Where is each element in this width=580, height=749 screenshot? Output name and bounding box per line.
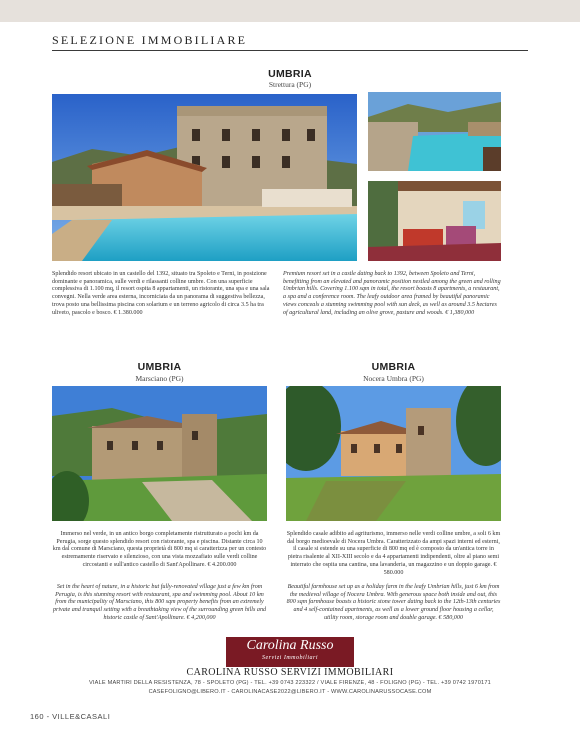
listing-1-text-it: Splendido resort ubicato in un castello del 1392, situato tra Spoleto e Terni, in posizione dominante e panoramica, sulle verdi e rilassanti colline umbre. Con una superficie complessiva di 1.100 mq, il resort ospita 8 appartamenti, un ristorante, una spa e una sala convegni. Nella verde area esterna, incorniciata da un panorama di suggestiva bellezza, trova posto una bellissima piscina con solarium e un terreno agricolo di circa 3.5 ha tra uliveto, pascolo e bosco. € 1.380.000: [52, 271, 270, 316]
listing-2-photo: [52, 386, 267, 521]
listing-1-interior-photo: [368, 181, 501, 261]
listing-2-text-it: Immerso nel verde, in un antico borgo completamente ristrutturato a pochi km da Perugia, sorge questo splendido resort con ristorante, spa e piscina. Distante circa 10 km dal comune di Marsciano, questa proprietà di 800 mq si caratterizza per un contesto estremamente riservato e silenzioso, con una vista mozzafiato sulle verdi colline circostanti e sull'antico castello di Sant'Apollinare. € 4.200.000: [52, 531, 267, 568]
listing-3-text-it: Splendido casale adibito ad agriturismo, immerso nelle verdi colline umbre, a soli 6 km dal borgo medioevale di Nocera Umbra. Caratterizzato da ampi spazi interni ed esterni, il casale si estende su una superficie di 800 mq ed è composto da un'antica torre in pietra risalente al XII-XIII secolo e da 4 appartamenti indipendenti, oltre al piano semi interrato che ospita una cantina, una lavanderia, un magazzino e un doppio garage. € 580.000: [286, 531, 501, 576]
agency-name: CAROLINA RUSSO SERVIZI IMMOBILIARI: [186, 667, 394, 678]
header-rule: [52, 50, 528, 51]
agency-address: VIALE MARTIRI DELLA RESISTENZA, 78 - SPOLETO (PG) - TEL. +39 0743 223322 / VIALE FIRENZE, 48 - FOLIGNO (PG) - TEL. +39 0742 1970171: [89, 680, 491, 686]
agency-logo-tagline: Servizi Immobiliari: [262, 655, 318, 661]
listing-1-region: UMBRIA: [268, 68, 312, 80]
listing-2-text-en: Set in the heart of nature, in a historic but fully-renovated village just a few km from Perugia, is this stunning resort with restaurant, spa and swimming pool. About 10 km from the municipality of Marsciano, this 800 sqm property benefits from an extremely private and tranquil setting with a breathtaking view of the surrounding green hills and historic castle of Sant'Apollinare. € 4,200,000: [52, 584, 267, 621]
listing-3-photo: [286, 386, 501, 521]
agency-logo-name: Carolina Russo: [246, 638, 334, 653]
listing-3-text-en: Beautiful farmhouse set up as a holiday farm in the leafy Umbrian hills, just 6 km from the medieval village of Nocera Umbra. With generous space both inside and out, this 800 sqm farmhouse boasts a historic stone tower dating back to the 12th-13th centuries and 4 self-contained apartments, as well as a lower ground floor housing a cellar, utility room, storage room and double garage. € 580,000: [286, 584, 501, 621]
listing-1-text-en: Premium resort set in a castle dating back to 1392, between Spoleto and Terni, benefitting from an elevated and panoramic position nestled among the green and rolling Umbrian hills. Covering 1.100 sqm in total, the resort boasts 8 apartments, a restaurant, a spa and a conference room. The leafy outdoor area framed by beautiful panoramic views conceals a stunning swimming pool with sun deck, as well as around 3.5 hectares of agricultural land, including an olive grove, pasture and woods. € 1,380,000: [283, 271, 501, 316]
listing-1-pool-photo: [368, 92, 501, 171]
listing-2-region: UMBRIA: [137, 361, 182, 373]
top-band: [0, 0, 580, 22]
listing-1-main-photo: [52, 94, 357, 261]
page-footer: 160 - VILLE&CASALI: [30, 712, 111, 721]
section-title: SELEZIONE IMMOBILIARE: [52, 33, 248, 47]
listing-3-region: UMBRIA: [371, 361, 416, 373]
listing-3-town: Nocera Umbra (PG): [363, 374, 424, 383]
agency-contacts: CASEFOLIGNO@LIBERO.IT - CAROLINACASE2022@LIBERO.IT - WWW.CAROLINARUSSOCASE.COM: [148, 689, 432, 695]
agency-logo: [226, 637, 354, 667]
listing-1-town: Strettura (PG): [268, 80, 312, 89]
listing-2-town: Marsciano (PG): [135, 374, 184, 383]
